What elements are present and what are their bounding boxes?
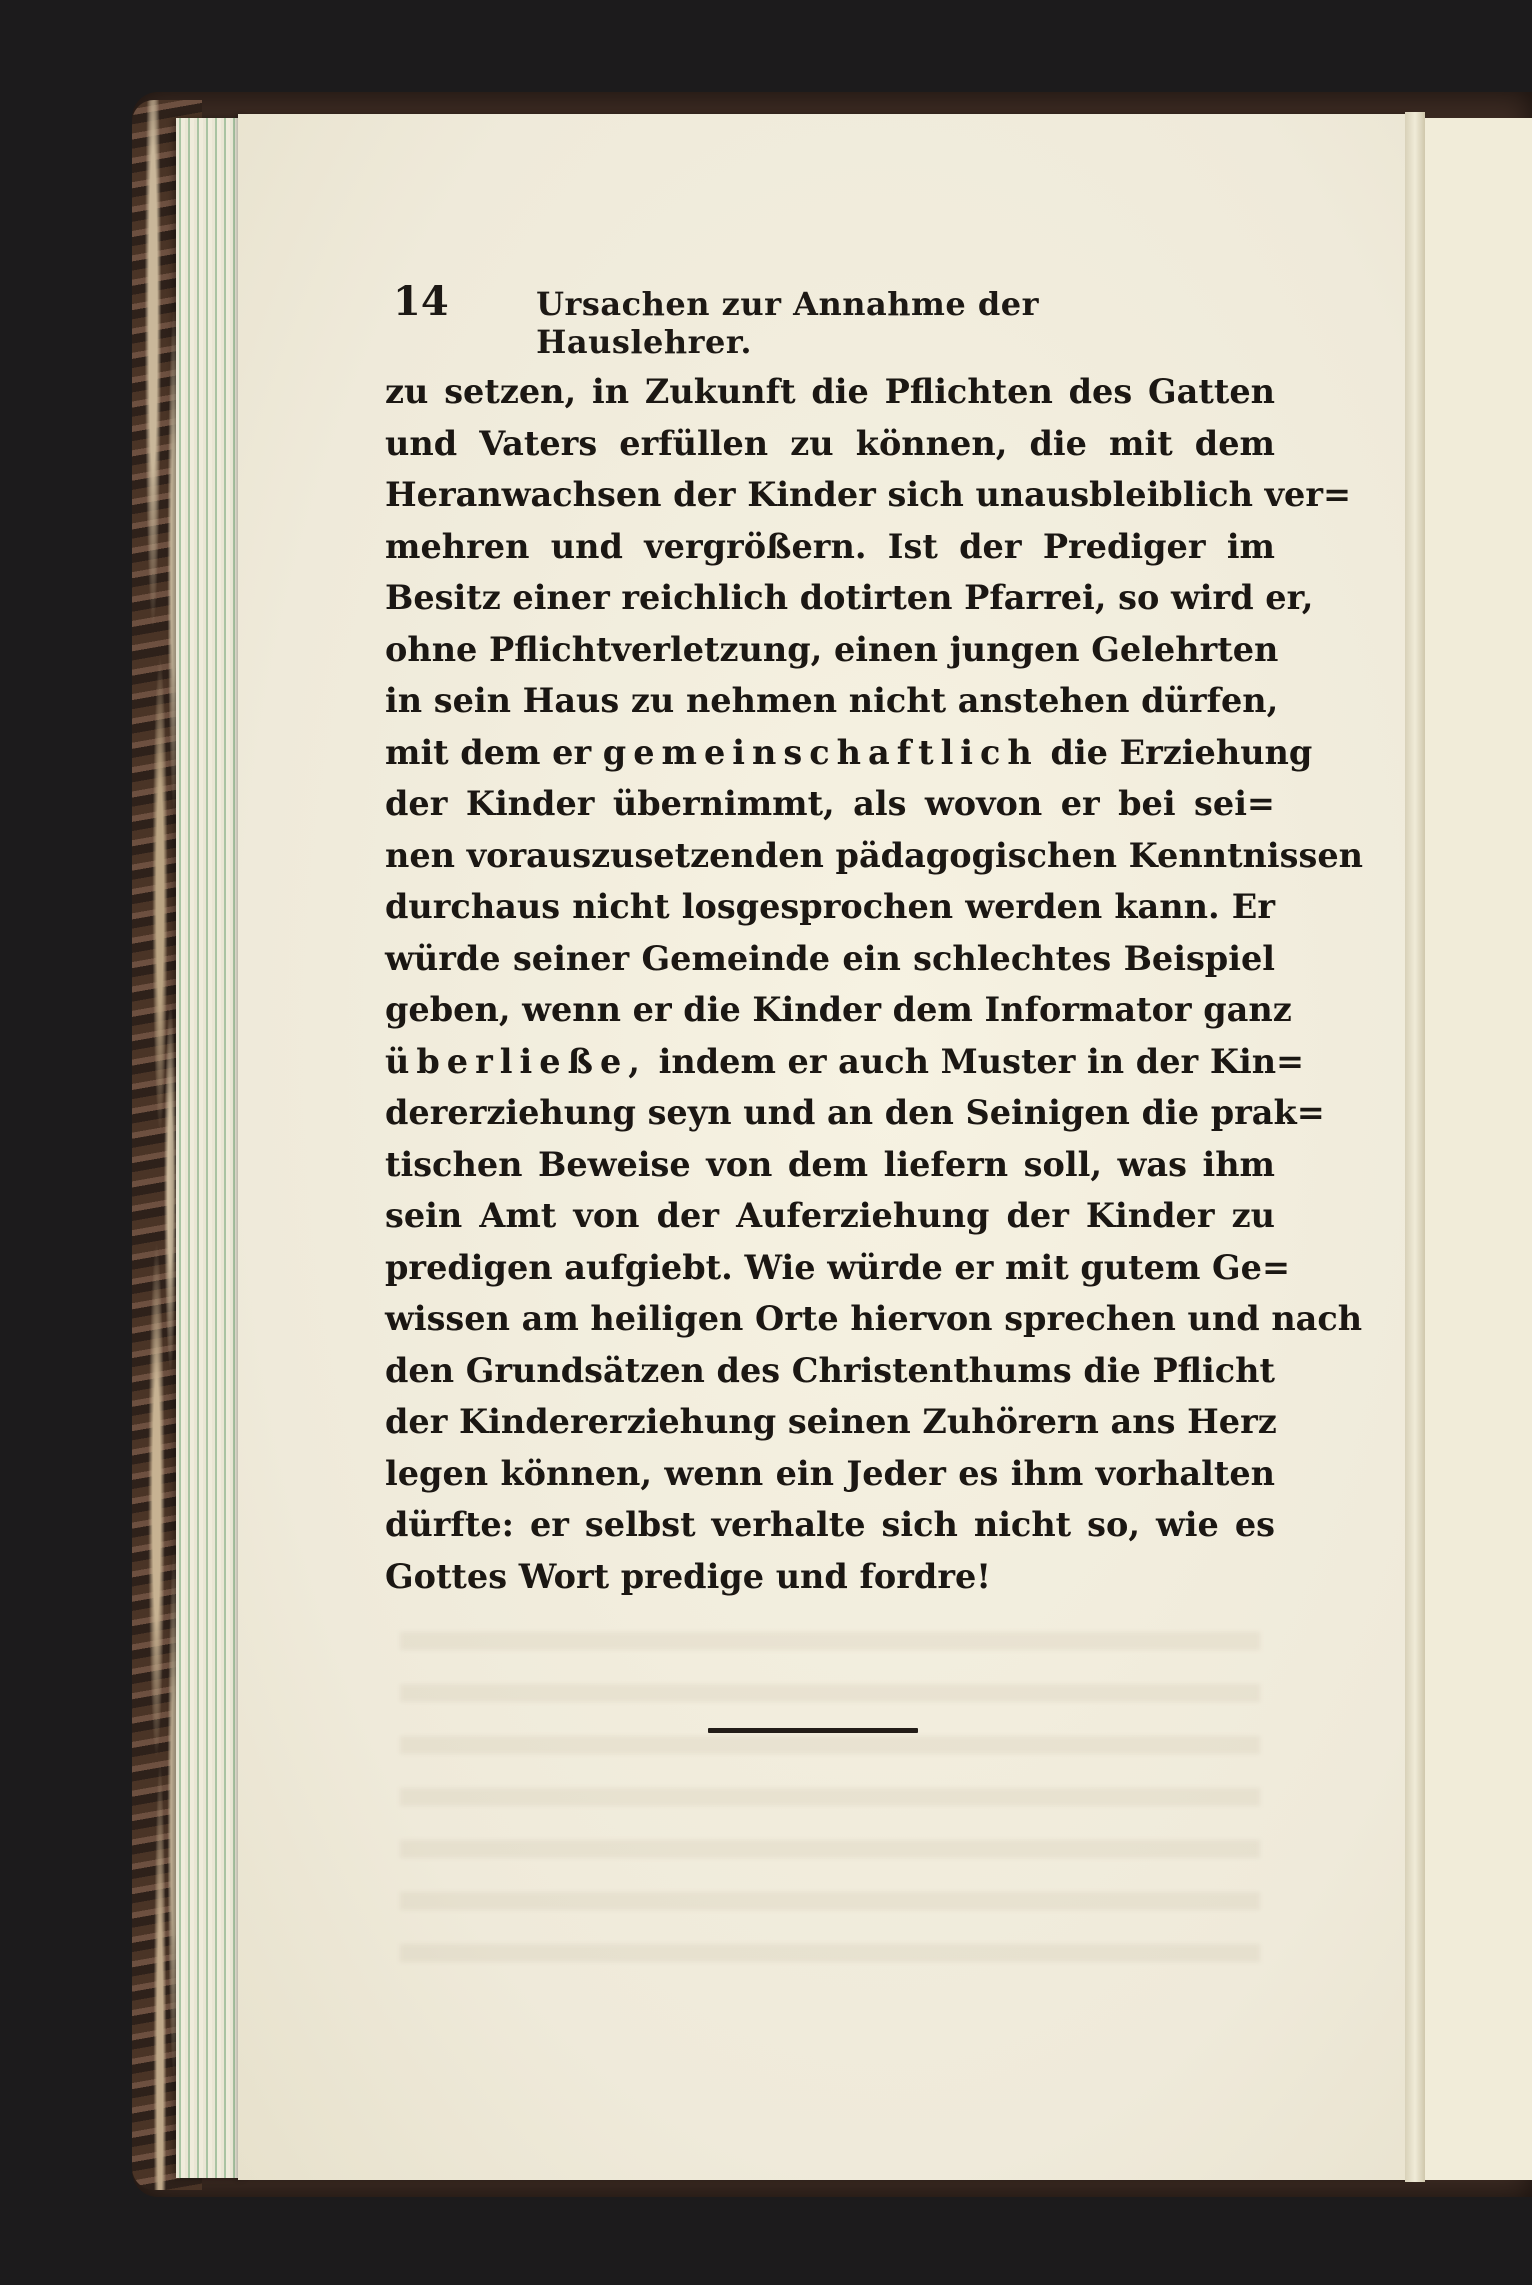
text-line: Besitz einer reichlich dotirten Pfarrei, so wird er, bbox=[385, 578, 1314, 617]
page-stack bbox=[176, 118, 246, 2178]
text-line-emphasis bbox=[385, 1036, 1305, 1088]
text-line-last: Gottes Wort predige und fordre! bbox=[385, 1556, 991, 1596]
text-line: in sein Haus zu nehmen nicht anstehen dürfen, bbox=[385, 681, 1279, 720]
show-through bbox=[400, 1610, 1260, 1990]
text-line: den Grundsätzen des Christenthums die Pflicht bbox=[385, 1350, 1275, 1390]
running-head: Ursachen zur Annahme der Hauslehrer. bbox=[536, 285, 1039, 361]
text-line: durchaus nicht losgesprochen werden kann. Er bbox=[385, 887, 1275, 926]
text-line: nen vorauszusetzenden pädagogischen Kenntnissen bbox=[385, 835, 1364, 875]
text-line: ohne Pflichtverletzung, einen jungen Gelehrten bbox=[385, 629, 1279, 669]
text-line: würde seiner Gemeinde ein schlechtes Beispiel bbox=[385, 938, 1275, 978]
body-text bbox=[385, 366, 1364, 1602]
text-line: wissen am heiligen Orte hiervon sprechen und nach bbox=[385, 1299, 1363, 1338]
text-line: der Kindererziehung seinen Zuhörern ans Herz bbox=[385, 1402, 1277, 1441]
text-line: geben, wenn er die Kinder dem Informator ganz bbox=[385, 990, 1292, 1029]
emphasis-spaced: gemeinschaftlich bbox=[602, 732, 1039, 772]
text-line: dürfte: er selbst verhalte sich nicht so, wie es bbox=[385, 1505, 1275, 1544]
facing-page bbox=[1424, 118, 1532, 2180]
page-header bbox=[393, 278, 1233, 361]
text-line: tischen Beweise von dem liefern soll, was ihm bbox=[385, 1144, 1275, 1184]
page-number: 14 bbox=[393, 278, 449, 325]
text-line: dererziehung seyn und an den Seinigen die prak= bbox=[385, 1093, 1325, 1132]
text-line: zu setzen, in Zukunft die Pflichten des Gatten bbox=[385, 372, 1275, 411]
text-line: mehren und vergrößern. Ist der Prediger im bbox=[385, 526, 1275, 566]
text-fragment: die Erziehung bbox=[1050, 732, 1313, 772]
text-line-emphasis bbox=[385, 727, 1313, 779]
text-line: legen können, wenn ein Jeder es ihm vorhalten bbox=[385, 1453, 1275, 1493]
emphasis-spaced: überließe, bbox=[385, 1041, 647, 1081]
end-rule bbox=[708, 1728, 918, 1733]
text-line: der Kinder übernimmt, als wovon er bei sei= bbox=[385, 784, 1275, 823]
text-fragment: mit dem er bbox=[385, 732, 592, 772]
text-line: und Vaters erfüllen zu können, die mit dem bbox=[385, 423, 1275, 463]
text-line: Heranwachsen der Kinder sich unausbleiblich ver= bbox=[385, 475, 1352, 514]
text-line: sein Amt von der Auferziehung der Kinder zu bbox=[385, 1196, 1275, 1235]
text-line: predigen aufgiebt. Wie würde er mit gutem Ge= bbox=[385, 1247, 1291, 1287]
page-gutter bbox=[1405, 112, 1425, 2182]
text-fragment: indem er auch Muster in der Kin= bbox=[658, 1041, 1305, 1081]
